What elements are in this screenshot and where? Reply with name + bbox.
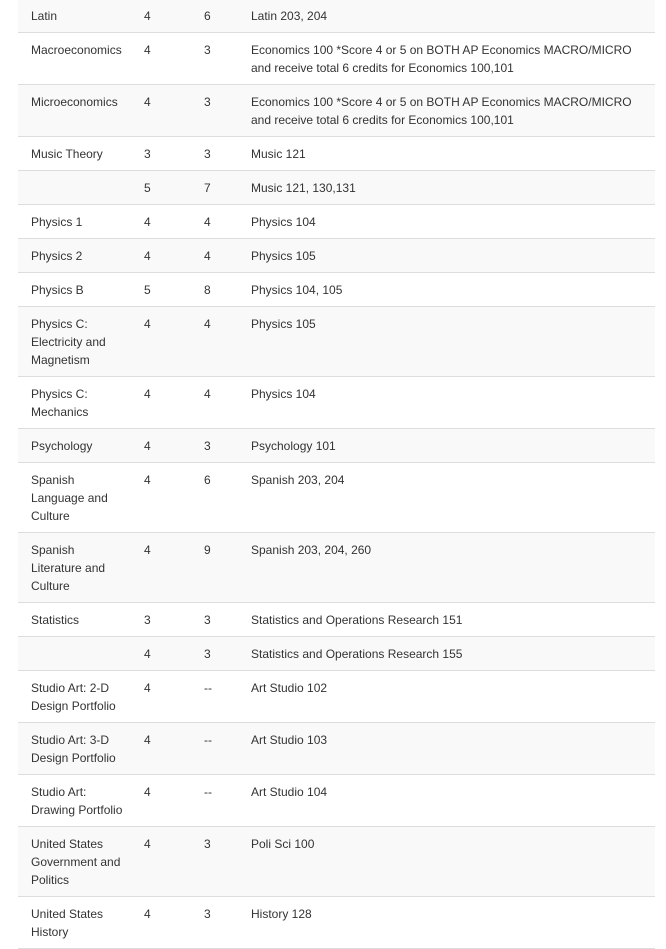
course-equivalent-cell: Statistics and Operations Research 151 — [238, 603, 655, 637]
exam-name-cell: Physics C: Electricity and Magnetism — [18, 307, 131, 377]
course-equivalent-cell: Physics 105 — [238, 307, 655, 377]
exam-name-cell: Music Theory — [18, 137, 131, 171]
credits-cell: 3 — [191, 603, 238, 637]
credits-cell: 3 — [191, 637, 238, 671]
table-row — [18, 33, 655, 85]
exam-name-cell: Spanish Language and Culture — [18, 463, 131, 533]
course-equivalent-cell: Music 121 — [238, 137, 655, 171]
exam-name-cell: Statistics — [18, 603, 131, 637]
table-row — [18, 603, 655, 637]
course-equivalent-cell: Economics 100 *Score 4 or 5 on BOTH AP Economics MACRO/MICRO and receive total 6 credits for Economics 100,101 — [238, 85, 655, 137]
credits-cell: 3 — [191, 85, 238, 137]
score-cell: 4 — [131, 85, 191, 137]
score-cell: 4 — [131, 637, 191, 671]
credits-cell: -- — [191, 775, 238, 827]
table-row — [18, 205, 655, 239]
score-cell: 4 — [131, 827, 191, 897]
credits-cell: 4 — [191, 377, 238, 429]
credits-cell: 3 — [191, 33, 238, 85]
score-cell: 5 — [131, 171, 191, 205]
table-row — [18, 85, 655, 137]
score-cell: 4 — [131, 33, 191, 85]
score-cell: 4 — [131, 205, 191, 239]
credits-cell: 4 — [191, 307, 238, 377]
score-cell: 4 — [131, 775, 191, 827]
course-equivalent-cell: Statistics and Operations Research 155 — [238, 637, 655, 671]
exam-name-cell: Physics 1 — [18, 205, 131, 239]
credits-cell: 4 — [191, 205, 238, 239]
exam-name-cell: United States Government and Politics — [18, 827, 131, 897]
credits-cell: 7 — [191, 171, 238, 205]
table-row — [18, 463, 655, 533]
exam-name-cell: Physics C: Mechanics — [18, 377, 131, 429]
ap-credit-table-body — [18, 0, 655, 949]
credits-cell: 6 — [191, 463, 238, 533]
table-row — [18, 533, 655, 603]
score-cell: 4 — [131, 671, 191, 723]
credits-cell: -- — [191, 671, 238, 723]
credits-cell: 9 — [191, 533, 238, 603]
exam-name-cell: Microeconomics — [18, 85, 131, 137]
credits-cell: 3 — [191, 429, 238, 463]
course-equivalent-cell: Physics 104 — [238, 205, 655, 239]
table-row — [18, 723, 655, 775]
credits-cell: 3 — [191, 897, 238, 949]
course-equivalent-cell: Art Studio 102 — [238, 671, 655, 723]
course-equivalent-cell: Psychology 101 — [238, 429, 655, 463]
exam-name-cell: Latin — [18, 0, 131, 33]
course-equivalent-cell: Economics 100 *Score 4 or 5 on BOTH AP Economics MACRO/MICRO and receive total 6 credits for Economics 100,101 — [238, 33, 655, 85]
course-equivalent-cell: Poli Sci 100 — [238, 827, 655, 897]
exam-name-cell: Studio Art: 3-D Design Portfolio — [18, 723, 131, 775]
table-row — [18, 671, 655, 723]
course-equivalent-cell: Latin 203, 204 — [238, 0, 655, 33]
score-cell: 4 — [131, 897, 191, 949]
table-row — [18, 775, 655, 827]
course-equivalent-cell: Art Studio 104 — [238, 775, 655, 827]
score-cell: 4 — [131, 533, 191, 603]
exam-name-cell — [18, 171, 131, 205]
course-equivalent-cell: Physics 105 — [238, 239, 655, 273]
course-equivalent-cell: Art Studio 103 — [238, 723, 655, 775]
exam-name-cell: Spanish Literature and Culture — [18, 533, 131, 603]
table-row — [18, 637, 655, 671]
course-equivalent-cell: Physics 104 — [238, 377, 655, 429]
course-equivalent-cell: Spanish 203, 204 — [238, 463, 655, 533]
score-cell: 4 — [131, 463, 191, 533]
table-row — [18, 377, 655, 429]
score-cell: 4 — [131, 307, 191, 377]
course-equivalent-cell: Physics 104, 105 — [238, 273, 655, 307]
exam-name-cell: Studio Art: 2-D Design Portfolio — [18, 671, 131, 723]
table-row — [18, 171, 655, 205]
exam-name-cell: United States History — [18, 897, 131, 949]
table-row — [18, 0, 655, 33]
score-cell: 4 — [131, 377, 191, 429]
table-row — [18, 897, 655, 949]
table-row — [18, 429, 655, 463]
score-cell: 5 — [131, 273, 191, 307]
credits-cell: 3 — [191, 137, 238, 171]
course-equivalent-cell: Music 121, 130,131 — [238, 171, 655, 205]
course-equivalent-cell: Spanish 203, 204, 260 — [238, 533, 655, 603]
credits-cell: 8 — [191, 273, 238, 307]
score-cell: 4 — [131, 239, 191, 273]
table-row — [18, 827, 655, 897]
score-cell: 3 — [131, 603, 191, 637]
score-cell: 4 — [131, 0, 191, 33]
course-equivalent-cell: History 128 — [238, 897, 655, 949]
score-cell: 4 — [131, 723, 191, 775]
table-row — [18, 137, 655, 171]
exam-name-cell: Psychology — [18, 429, 131, 463]
score-cell: 4 — [131, 429, 191, 463]
exam-name-cell: Physics 2 — [18, 239, 131, 273]
credits-cell: -- — [191, 723, 238, 775]
ap-credit-table — [18, 0, 655, 949]
score-cell: 3 — [131, 137, 191, 171]
exam-name-cell: Macroeconomics — [18, 33, 131, 85]
exam-name-cell: Physics B — [18, 273, 131, 307]
table-row — [18, 307, 655, 377]
credits-cell: 6 — [191, 0, 238, 33]
table-row — [18, 273, 655, 307]
table-row — [18, 239, 655, 273]
credits-cell: 4 — [191, 239, 238, 273]
credits-cell: 3 — [191, 827, 238, 897]
exam-name-cell — [18, 637, 131, 671]
exam-name-cell: Studio Art: Drawing Portfolio — [18, 775, 131, 827]
